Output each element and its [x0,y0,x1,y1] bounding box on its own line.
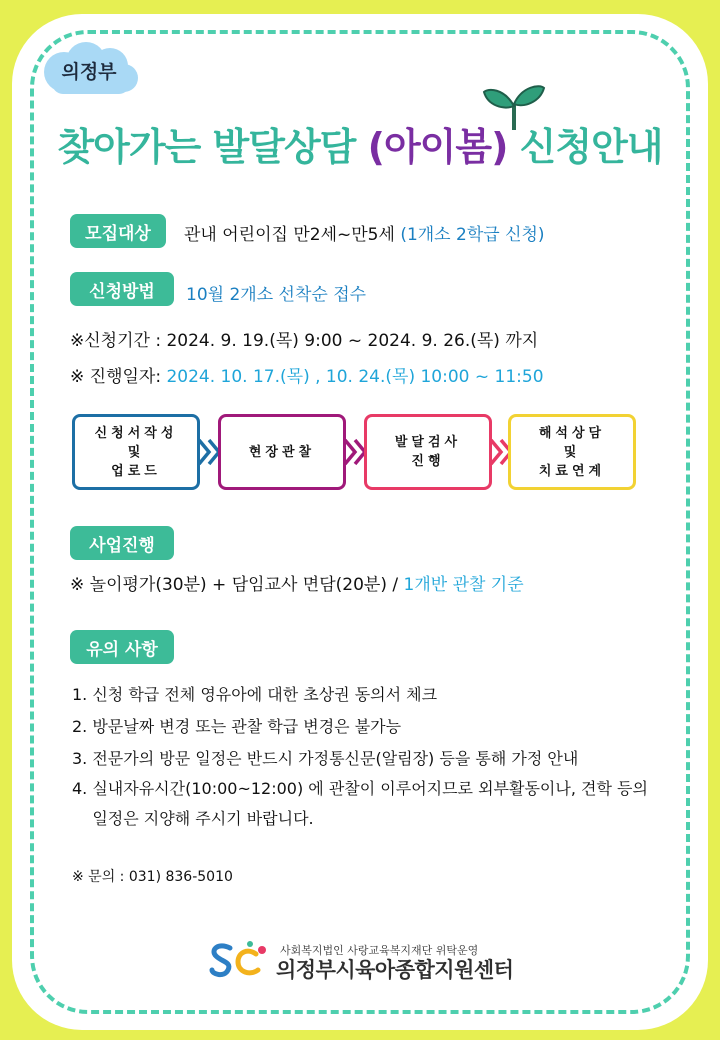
footer-operator: 사회복지법인 사랑교육복지재단 위탁운영 [280,944,479,957]
recruit-line [184,220,545,245]
flow-step-1: 신청서작성 및 업로드 [72,414,200,490]
method-tag: 신청방법 [70,272,174,306]
page-title [42,116,678,171]
business-tag: 사업진행 [70,526,174,560]
contact-text: ※ 문의 : 031) 836-5010 [72,869,233,885]
business-text: ※ 놀이평가(30분) + 담임교사 면담(20분) / [70,575,404,595]
progress-date-value: 2024. 10. 17.(목) , 10. 24.(목) 10:00 ~ 11:50 [166,367,544,387]
recruit-note: (1개소 2학급 신청) [400,225,545,245]
flow-step-4: 해석상담 및 치료연계 [508,414,636,490]
flow-step-2: 현장관찰 [218,414,346,490]
note-item: 일정은 지양해 주시기 바랍니다. [72,809,314,828]
recruit-text: 관내 어린이집 만2세~만5세 [184,225,401,245]
period-value: 2024. 9. 19.(목) 9:00 ~ 2024. 9. 26.(목) 까지 [166,331,539,351]
method-text: 10월 2개소 선착순 접수 [186,285,367,305]
note-item: 2. 방문날짜 변경 또는 관찰 학급 변경은 불가능 [72,717,402,736]
center-logo-icon [208,940,274,980]
progress-date-line [70,362,544,387]
flow-step-3: 발달검사 진행 [364,414,492,490]
title-part-1: 찾아가는 발달상담 [57,125,368,169]
progress-date-label: ※ 진행일자: [70,367,167,387]
recruit-tag: 모집대상 [70,214,166,248]
period-label: ※신청기간 : [70,331,167,351]
region-badge [34,38,144,98]
note-item: 1. 신청 학급 전체 영유아에 대한 초상권 동의서 체크 [72,685,438,704]
region-label: 의정부 [61,60,117,83]
period-line [70,326,538,351]
note-item: 4. 실내자유시간(10:00~12:00) 에 관찰이 이루어지므로 외부활동이나, 견학 등의 [72,779,648,798]
business-line [70,570,524,595]
footer-center-name: 의정부시육아종합지원센터 [276,958,514,982]
note-item: 3. 전문가의 방문 일정은 반드시 가정통신문(알림장) 등을 통해 가정 안내 [72,749,579,768]
title-part-3: 신청안내 [507,125,663,169]
notes-tag: 유의 사항 [70,630,174,664]
business-note: 1개반 관찰 기준 [403,575,524,595]
title-part-2: (아이봄) [367,125,508,169]
